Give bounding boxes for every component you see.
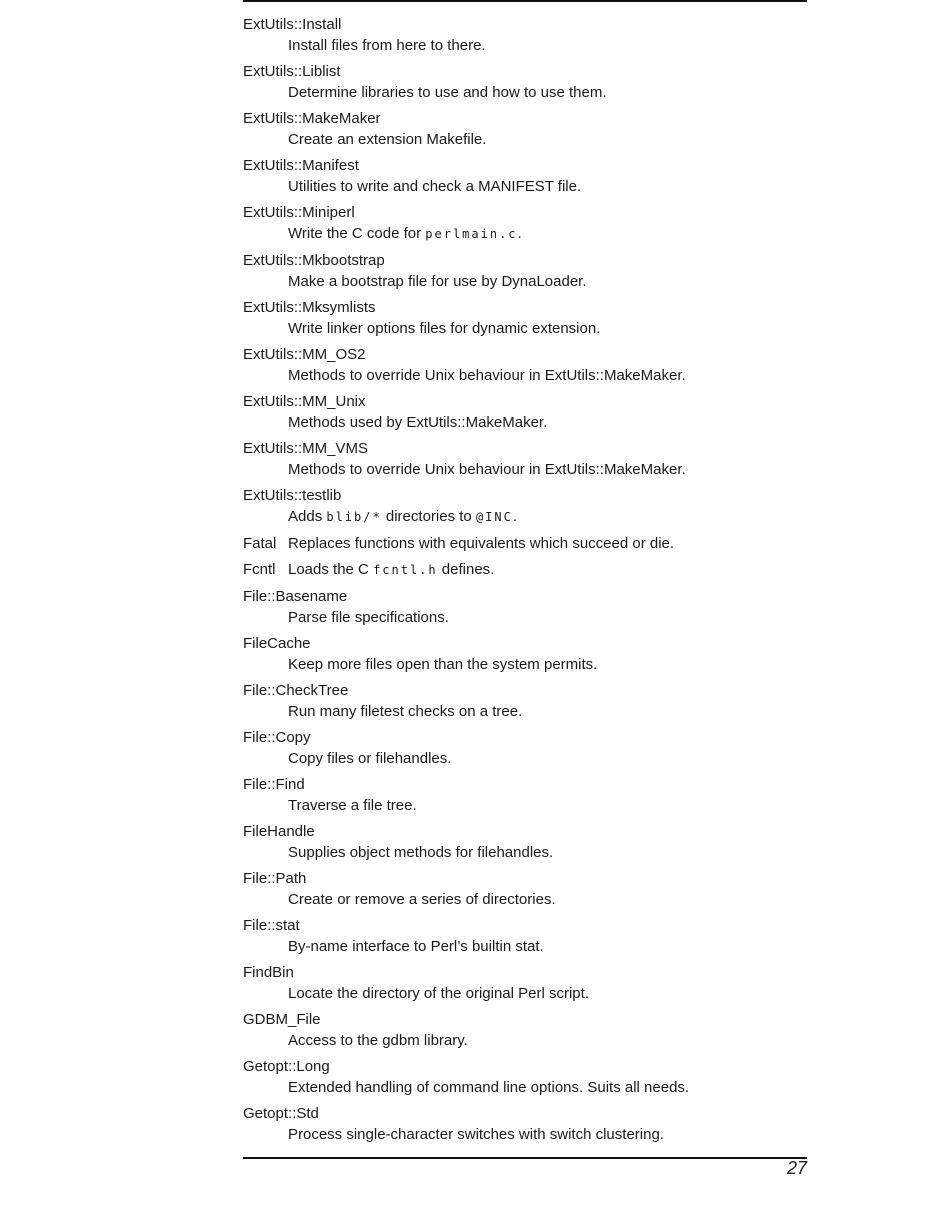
module-name: ExtUtils::Liblist (243, 63, 341, 80)
description-text: Traverse a file tree. (288, 797, 417, 814)
description-text: Methods to override Unix behaviour in ExtUtils::MakeMaker. (288, 367, 686, 384)
description-text: Utilities to write and check a MANIFEST file. (288, 178, 582, 195)
module-description (243, 176, 807, 197)
module-entry (243, 821, 807, 863)
module-name: ExtUtils::MM_Unix (243, 393, 366, 410)
module-name: ExtUtils::Mkbootstrap (243, 252, 385, 269)
module-entry (243, 297, 807, 339)
description-text: directories to (381, 508, 476, 525)
module-name: Getopt::Std (243, 1105, 319, 1122)
module-entry (243, 774, 807, 816)
module-name: File::Basename (243, 588, 348, 605)
module-entry (243, 1009, 807, 1051)
module-name: File::stat (243, 917, 300, 934)
module-description (243, 223, 807, 245)
module-name: ExtUtils::Install (243, 16, 342, 33)
module-description (243, 983, 807, 1004)
module-entry (243, 1103, 807, 1145)
module-name: ExtUtils::Mksymlists (243, 299, 376, 316)
module-entry (243, 727, 807, 769)
module-description (243, 459, 807, 480)
description-text: Create or remove a series of directories. (288, 891, 556, 908)
bottom-rule (243, 1157, 807, 1159)
document-page (243, 0, 807, 1230)
page-number: 27 (786, 1158, 807, 1178)
module-entry (243, 155, 807, 197)
module-name: File::CheckTree (243, 682, 349, 699)
module-entry (243, 586, 807, 628)
module-description (243, 842, 807, 863)
module-entry (243, 14, 807, 56)
module-name: FindBin (243, 964, 294, 981)
module-list (243, 14, 807, 1150)
module-entry (243, 633, 807, 675)
description-text: Install files from here to there. (288, 37, 486, 54)
module-description (243, 506, 807, 528)
module-description (243, 701, 807, 722)
module-name: ExtUtils::MakeMaker (243, 110, 381, 127)
description-text: Process single-character switches with switch clustering. (288, 1126, 664, 1143)
module-description (243, 1030, 807, 1051)
module-description (243, 412, 807, 433)
description-text: Determine libraries to use and how to use them. (288, 84, 607, 101)
description-text: Copy files or filehandles. (288, 750, 452, 767)
module-entry (243, 61, 807, 103)
module-name: Fcntl (243, 561, 276, 578)
module-description (243, 82, 807, 103)
code-snippet: blib/* (326, 510, 382, 524)
module-entry (243, 202, 807, 245)
module-description (243, 1124, 807, 1145)
module-entry (243, 1056, 807, 1098)
module-name: ExtUtils::testlib (243, 487, 342, 504)
description-text: Make a bootstrap file for use by DynaLoader. (288, 273, 587, 290)
module-description (243, 936, 807, 957)
module-description (243, 889, 807, 910)
module-name: FileHandle (243, 823, 315, 840)
module-description (243, 748, 807, 769)
code-snippet: perlmain.c (425, 227, 518, 241)
description-text: Methods to override Unix behaviour in ExtUtils::MakeMaker. (288, 461, 686, 478)
module-entry (243, 962, 807, 1004)
module-entry (243, 559, 807, 581)
module-description (243, 35, 807, 56)
description-text: . (517, 225, 522, 242)
module-description (243, 365, 807, 386)
description-text: Create an extension Makefile. (288, 131, 487, 148)
description-text: By-name interface to Perl’s builtin stat. (288, 938, 544, 955)
description-text: Keep more files open than the system permits. (288, 656, 598, 673)
module-entry (243, 533, 807, 554)
module-name: GDBM_File (243, 1011, 321, 1028)
module-description (288, 533, 674, 554)
module-name: Fatal (243, 535, 277, 552)
module-name: File::Path (243, 870, 307, 887)
module-description (243, 129, 807, 150)
module-entry (243, 108, 807, 150)
description-text: Run many filetest checks on a tree. (288, 703, 523, 720)
module-description (243, 271, 807, 292)
module-name: File::Find (243, 776, 305, 793)
module-entry (243, 438, 807, 480)
description-text: Extended handling of command line options. Suits all needs. (288, 1079, 690, 1096)
module-entry (243, 344, 807, 386)
code-snippet: @INC (475, 510, 513, 524)
description-text: Locate the directory of the original Perl script. (288, 985, 589, 1002)
module-description (288, 559, 494, 581)
module-entry (243, 391, 807, 433)
module-name: ExtUtils::Miniperl (243, 204, 355, 221)
description-text: Supplies object methods for filehandles. (288, 844, 554, 861)
top-rule (243, 0, 807, 2)
module-entry (243, 485, 807, 528)
module-name: FileCache (243, 635, 311, 652)
description-text: Access to the gdbm library. (288, 1032, 468, 1049)
module-entry (243, 250, 807, 292)
description-text: Replaces functions with equivalents which succeed or die. (288, 535, 675, 552)
description-text: Loads the C (288, 561, 374, 578)
module-name: Getopt::Long (243, 1058, 330, 1075)
description-text: . (512, 508, 518, 525)
module-entry (243, 680, 807, 722)
module-entry (243, 915, 807, 957)
module-name: ExtUtils::MM_VMS (243, 440, 369, 457)
module-name: File::Copy (243, 729, 311, 746)
module-description (243, 795, 807, 816)
module-entry (243, 868, 807, 910)
description-text: Adds (288, 508, 327, 525)
description-text: Write the C code for (288, 225, 426, 242)
module-name: ExtUtils::MM_OS2 (243, 346, 366, 363)
description-text: defines. (437, 561, 495, 578)
code-snippet: fcntl.h (373, 563, 438, 577)
module-name: ExtUtils::Manifest (243, 157, 359, 174)
description-text: Parse file specifications. (288, 609, 449, 626)
module-description (243, 607, 807, 628)
description-text: Methods used by ExtUtils::MakeMaker. (288, 414, 548, 431)
module-description (243, 1077, 807, 1098)
module-description (243, 654, 807, 675)
description-text: Write linker options files for dynamic extension. (288, 320, 601, 337)
module-description (243, 318, 807, 339)
